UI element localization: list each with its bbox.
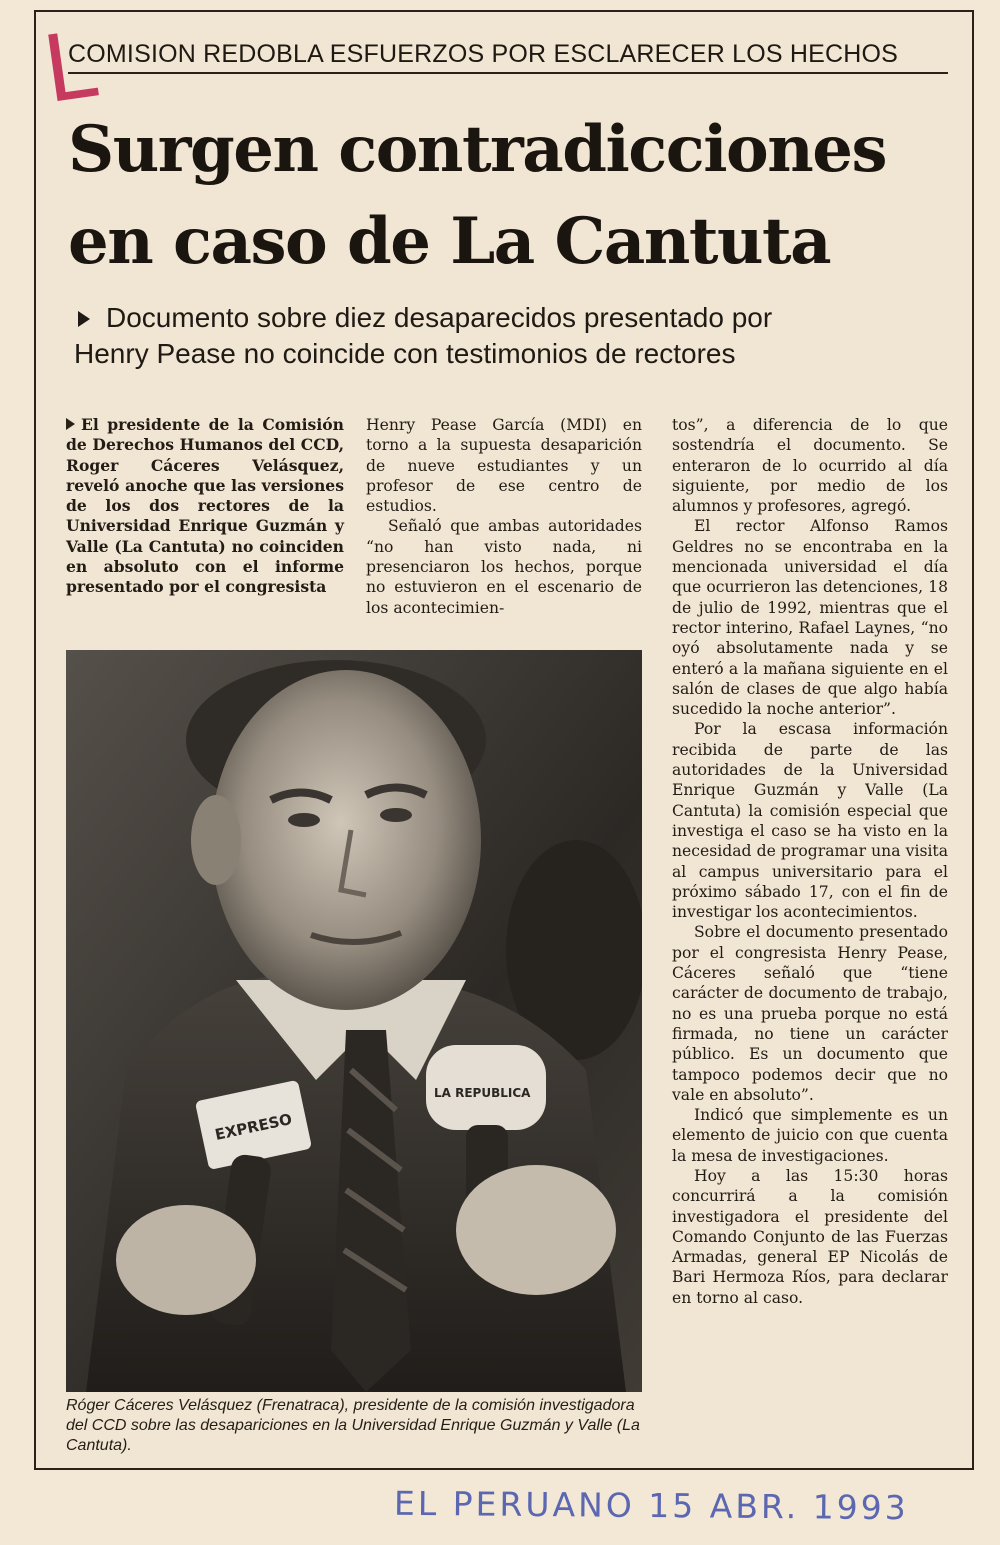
body-column-3 [672, 415, 948, 1308]
body-paragraph: El rector Alfonso Ramos Geldres no se encontraba en la mencionada universidad el día que ocurrieron las detenciones, 18 de julio de 1992, mientras que el rector interino, Rafael Laynes, “no oyó absolutamente nada y se enteró a la mañana siguiente en el salón de clases de que algo había sucedido la noche anterior”. [672, 517, 948, 719]
mic-right-label: LA REPUBLICA [434, 1086, 531, 1100]
headline [68, 104, 968, 288]
portrait-photo [66, 650, 642, 1392]
body-text: Sobre el documento presentado por el congresista Henry Pease, Cáceres señaló que [672, 923, 948, 983]
headline-line-2: en caso de La Cantuta [68, 204, 831, 279]
mic-left-label: EXPRESO [213, 1110, 294, 1144]
body-column-2 [366, 415, 642, 618]
lead-arrow-icon [66, 418, 75, 430]
body-paragraph: Indicó que simplemente es un elemento de juicio con que cuenta la mesa de investigaciones. [672, 1106, 948, 1165]
subheadline [74, 300, 954, 372]
body-paragraph: Hoy a las 15:30 horas concurrirá a la comisión investigadora el presidente del Comando Conjunto de las Fuerzas Armadas, general EP Nicolás de Bari Hermoza Ríos, para declarar en torno al caso. [672, 1166, 948, 1307]
body-paragraph: Por la escasa información recibida de parte de las autoridades de la Universidad Enrique Guzmán y Valle (La Cantuta) la comisión especial que investiga el caso se ha visto en la necesidad de programar una visita al campus universitario para el próximo sábado 17, con el fin de investigar los acontecimientos. [672, 720, 948, 922]
photo-caption: Róger Cáceres Velásquez (Frenatraca), presidente de la comisión investigadora del CCD sobre las desapariciones en la Universidad Enrique Guzmán y Valle (La Cantuta). [66, 1397, 640, 1454]
kicker: COMISION REDOBLA ESFUERZOS POR ESCLARECER LOS HECHOS [68, 40, 948, 74]
handwritten-date-note: EL PERUANO 15 ABR. 1993 [393, 1483, 909, 1528]
body-paragraph [672, 922, 948, 1105]
body-quote: “tiene carácter de documento de trabajo, no es una prueba porque no está firmada, no tiene un carácter público. Es un documento que tampoco podemos decir que no vale en absoluto”. [672, 964, 948, 1104]
body-paragraph: El presidente de la Comisión de Derechos Humanos del CCD, Roger Cáceres Velásquez, reveló anoche que las versiones de los dos rectores de la Universidad Enrique Guzmán y Valle (La Cantuta) no coinciden en absoluto con el informe presentado por el congresista [66, 415, 344, 597]
newspaper-clipping [34, 10, 974, 1470]
body-paragraph: tos”, a diferencia de lo que sostendría el documento. Se enteraron de lo ocurrido al día siguiente, por medio de los alumnos y profesores, agregó. [672, 416, 948, 516]
deck-arrow-icon [78, 311, 90, 327]
news-photo [66, 650, 642, 1392]
deck-line-1: Documento sobre diez desaparecidos presentado por [106, 302, 773, 333]
body-paragraph: Henry Pease García (MDI) en torno a la supuesta desaparición de nueve estudiantes y un profesor de ese centro de estudios. [366, 416, 642, 516]
body-paragraph: Señaló que ambas autoridades “no han visto nada, ni presenciaron los hechos, porque no estuvieron en el escenario de los acontecimien- [366, 517, 642, 617]
body-column-1 [66, 415, 344, 598]
deck-line-2: Henry Pease no coincide con testimonios de rectores [74, 338, 736, 369]
headline-line-1: Surgen contradicciones [68, 112, 886, 187]
margin-mark: L [36, 10, 103, 125]
